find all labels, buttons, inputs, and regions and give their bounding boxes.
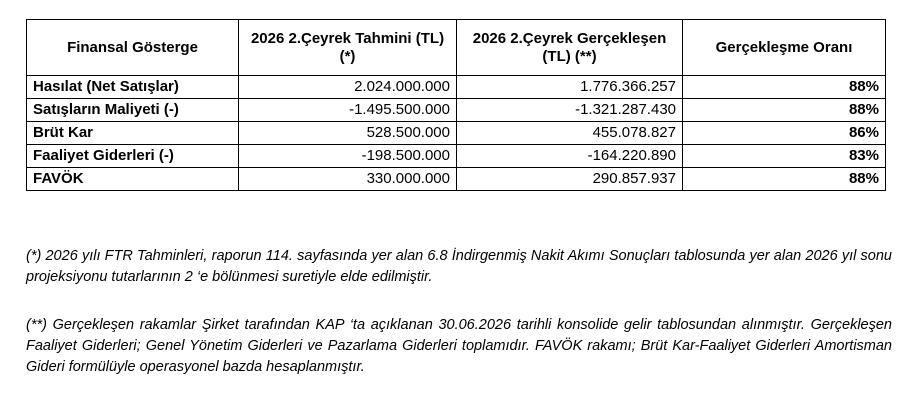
table-row: [27, 145, 886, 168]
row-rate: 86%: [683, 122, 886, 145]
row-rate: 88%: [683, 168, 886, 191]
row-forecast: 330.000.000: [239, 168, 457, 191]
header-rate: Gerçekleşme Oranı: [683, 20, 886, 76]
footnote-forecast-text: (*) 2026 yılı FTR Tahminleri, raporun 114. sayfasında yer alan 6.8 İndirgenmiş Nakit Akımı Sonuçları tablosunda yer alan 2026 yıl sonu projeksiyonu tutarlarının 2 ‘e bölünmesi suretiyle elde edilmiştir.: [26, 248, 892, 285]
row-actual: -1.321.287.430: [457, 99, 683, 122]
header-forecast: 2026 2.Çeyrek Tahmini (TL) (*): [239, 20, 457, 76]
row-label: Faaliyet Giderleri (-): [27, 145, 239, 168]
row-rate: 88%: [683, 99, 886, 122]
row-label: Satışların Maliyeti (-): [27, 99, 239, 122]
row-actual: 290.857.937: [457, 168, 683, 191]
header-indicator: Finansal Gösterge: [27, 20, 239, 76]
footnote-forecast: [26, 246, 892, 288]
row-label: Brüt Kar: [27, 122, 239, 145]
row-forecast: -1.495.500.000: [239, 99, 457, 122]
row-actual: 1.776.366.257: [457, 76, 683, 99]
header-actual: 2026 2.Çeyrek Gerçekleşen (TL) (**): [457, 20, 683, 76]
row-forecast: 2.024.000.000: [239, 76, 457, 99]
row-rate: 83%: [683, 145, 886, 168]
table-row: [27, 76, 886, 99]
row-forecast: 528.500.000: [239, 122, 457, 145]
footnote-actual-text: (**) Gerçekleşen rakamlar Şirket tarafından KAP ‘ta açıklanan 30.06.2026 tarihli konsolide gelir tablosundan alınmıştır. Gerçekleşen Faaliyet Giderleri; Genel Yönetim Giderleri ve Pazarlama Giderleri toplamıdır. FAVÖK rakamı; Brüt Kar-Faaliyet Giderleri Amortisman Gideri formülüyle operasyonel bazda hesaplanmıştır.: [26, 317, 892, 375]
table-row: [27, 99, 886, 122]
row-forecast: -198.500.000: [239, 145, 457, 168]
row-label: Hasılat (Net Satışlar): [27, 76, 239, 99]
table-row: [27, 168, 886, 191]
table-header-row: [27, 20, 886, 76]
table-row: [27, 122, 886, 145]
row-label: FAVÖK: [27, 168, 239, 191]
footnote-actual: [26, 315, 892, 378]
row-actual: 455.078.827: [457, 122, 683, 145]
financial-table: [26, 19, 886, 191]
row-actual: -164.220.890: [457, 145, 683, 168]
row-rate: 88%: [683, 76, 886, 99]
